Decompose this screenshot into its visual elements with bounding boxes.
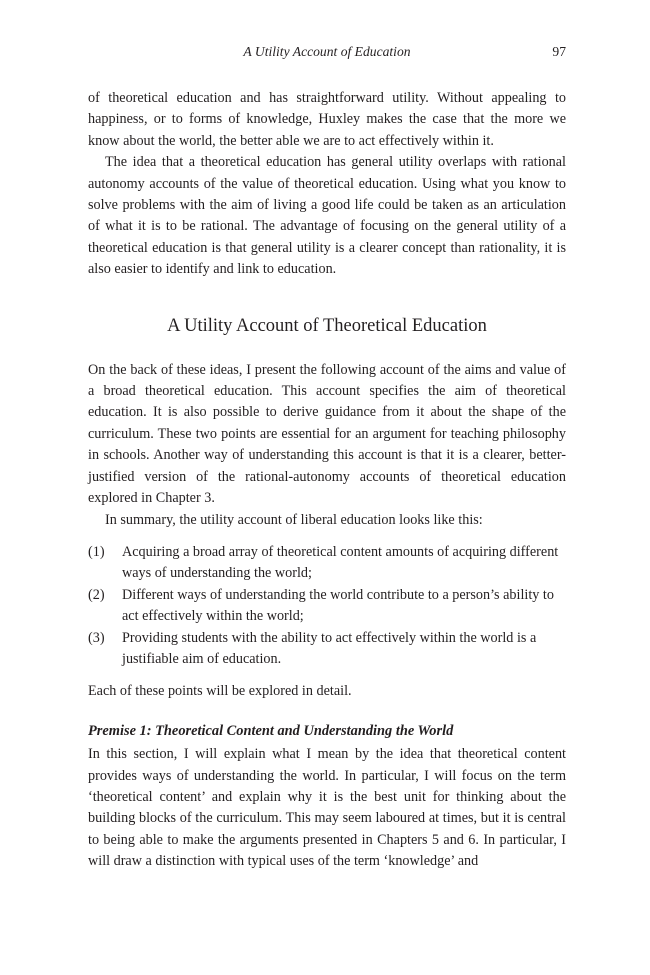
list-item-text: Providing students with the ability to act effectively within the world is a justifiable aim of education.	[122, 629, 537, 667]
paragraph: In this section, I will explain what I mean by the idea that theoretical content provides ways of understanding the world. In particular, I will focus on the term ‘theoretical content’ and explain why it is the best unit for thinking about the building blocks of the curriculum. This may seem laboured at times, but it is central to being able to make the arguments presented in Chapters 5 and 6. In particular, I will draw a distinction with typical uses of the term ‘knowledge’ and	[88, 746, 566, 870]
running-head-title: A Utility Account of Education	[243, 44, 411, 59]
list-item-text: Different ways of understanding the world contribute to a person’s ability to act effectively within the world;	[122, 586, 554, 625]
page-number: 97	[552, 44, 566, 59]
paragraph: of theoretical education and has straightforward utility. Without appealing to happiness, or to forms of knowledge, Huxley makes the case that the more we know about the world, the better able we are to act effectively within it.	[88, 90, 566, 149]
subsection-heading: Premise 1: Theoretical Content and Understanding the World	[88, 722, 454, 739]
list-item-text: Acquiring a broad array of theoretical content amounts of acquiring different ways of understanding the world;	[122, 543, 559, 582]
section-heading: A Utility Account of Theoretical Education	[167, 315, 487, 336]
list-item	[88, 542, 566, 585]
list-item-number: (2)	[88, 586, 105, 603]
paragraph: The idea that a theoretical education has general utility overlaps with rational autonomy accounts of the value of theoretical education. Using what you know to solve problems with the aim of living a good life could be taken as an articulation of what it is to be rational. The advantage of focusing on the general utility of a theoretical education is that general utility is a clearer concept than rationality, it is also easier to identify and link to education.	[88, 154, 566, 278]
list-item	[88, 628, 566, 671]
list-item-number: (1)	[88, 543, 105, 560]
body-text	[88, 88, 566, 873]
paragraph: Each of these points will be explored in detail.	[88, 683, 352, 700]
paragraph: In summary, the utility account of liberal education looks like this:	[105, 511, 483, 528]
premise-list	[88, 542, 566, 670]
paragraph: On the back of these ideas, I present the following account of the aims and value of a broad theoretical education. This account specifies the aim of theoretical education. It is also possible to derive guidance from it about the shape of the curriculum. These two points are essential for an argument for teaching philosophy in schools. Another way of understanding this account is that it is a clearer, better-justified version of the rational-autonomy accounts of theoretical education explored in Chapter 3.	[88, 361, 566, 507]
running-head	[88, 44, 566, 64]
list-item	[88, 585, 566, 628]
list-item-number: (3)	[88, 629, 105, 646]
